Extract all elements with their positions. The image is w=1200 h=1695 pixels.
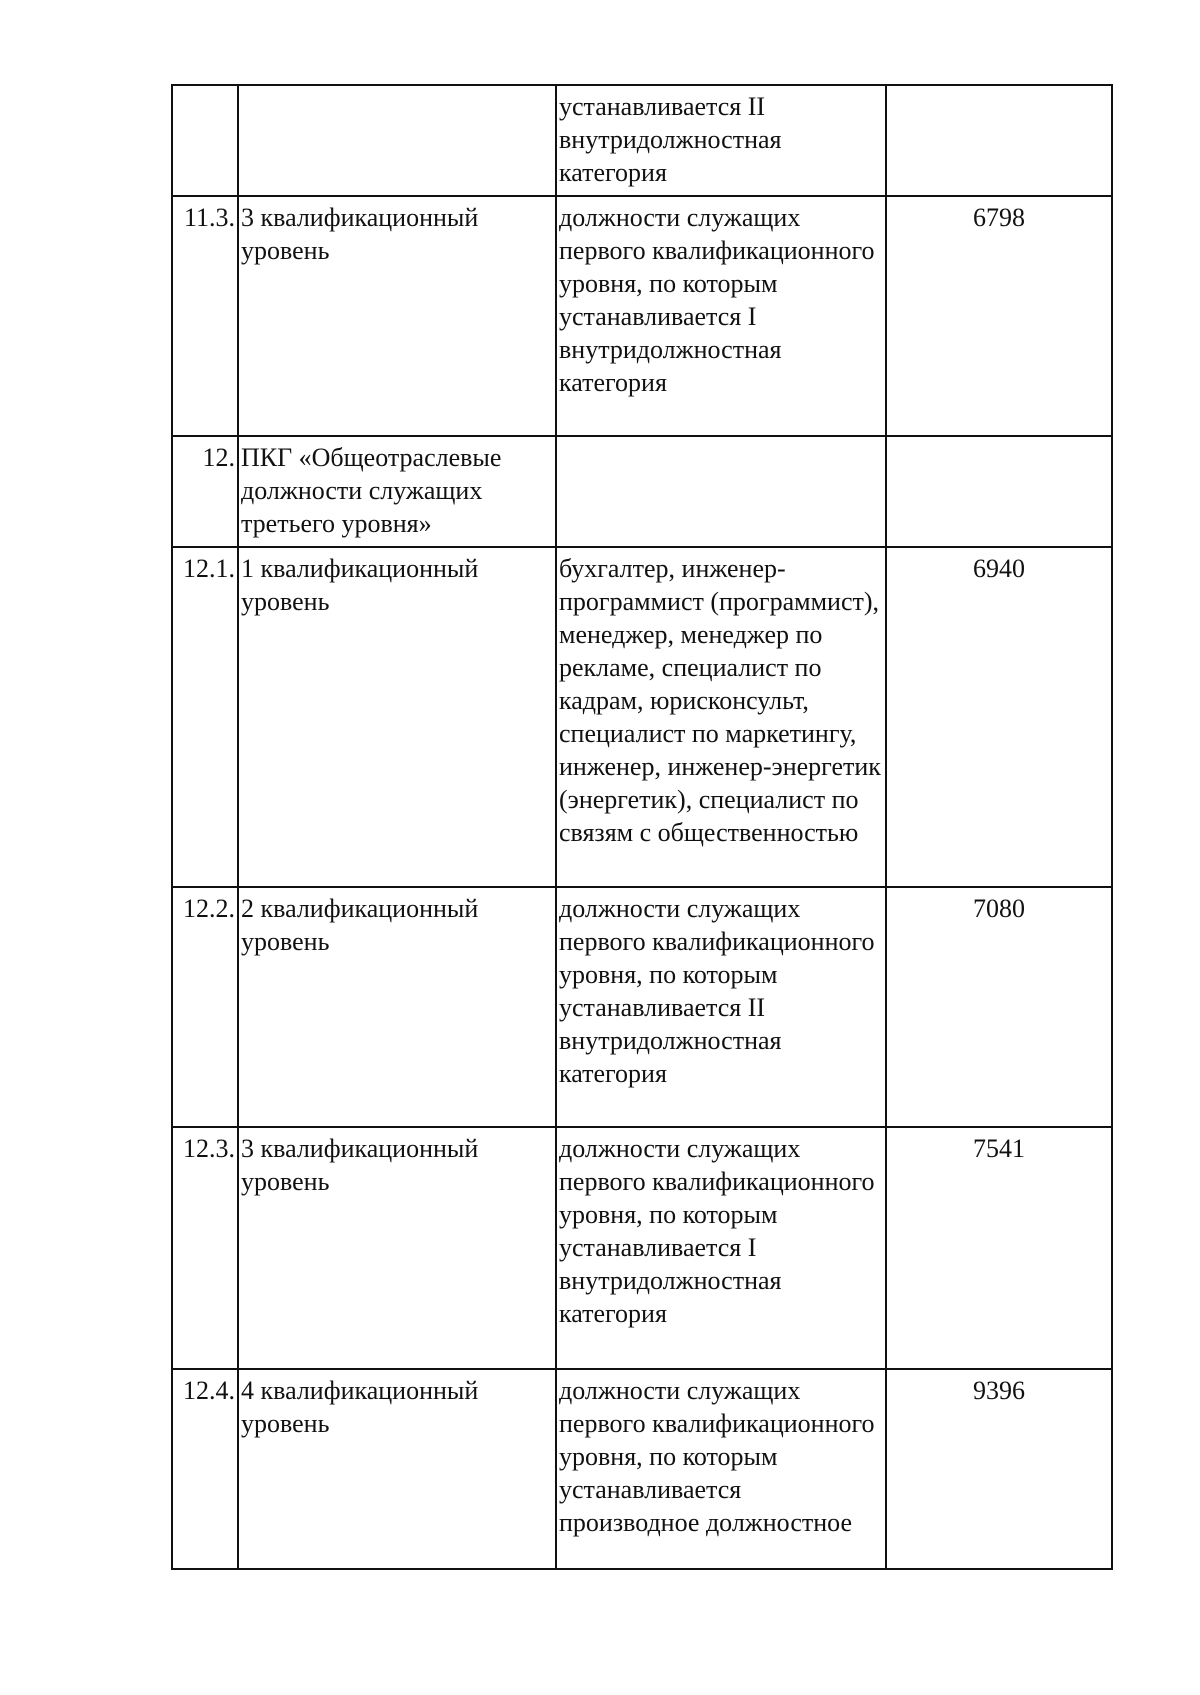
table-row [172, 887, 1112, 1127]
salary-value [886, 436, 1112, 547]
position-description: устанавливается II внутридолжностная категория [556, 85, 886, 196]
qualification-level: 3 квалификационный уровень [238, 196, 556, 436]
salary-value: 7541 [886, 1127, 1112, 1369]
salary-value: 9396 [886, 1369, 1112, 1569]
qualification-group-title: ПКГ «Общеотраслевые должности служащих третьего уровня» [238, 436, 556, 547]
row-number: 11.3. [172, 196, 238, 436]
table-row [172, 196, 1112, 436]
table-row [172, 547, 1112, 887]
salary-value [886, 85, 1112, 196]
row-number: 12.1. [172, 547, 238, 887]
table-row [172, 1369, 1112, 1569]
position-description [556, 436, 886, 547]
row-number: 12.4. [172, 1369, 238, 1569]
position-description: должности служащих первого квалификационного уровня, по которым устанавливается производное должностное [556, 1369, 886, 1569]
position-description: должности служащих первого квалификационного уровня, по которым устанавливается I внутридолжностная категория [556, 1127, 886, 1369]
position-description: должности служащих первого квалификационного уровня, по которым устанавливается II внутридолжностная категория [556, 887, 886, 1127]
qualification-level: 2 квалификационный уровень [238, 887, 556, 1127]
salary-value: 6798 [886, 196, 1112, 436]
row-number [172, 85, 238, 196]
row-number: 12.3. [172, 1127, 238, 1369]
position-description: должности служащих первого квалификационного уровня, по которым устанавливается I внутридолжностная категория [556, 196, 886, 436]
table-row [172, 85, 1112, 196]
table-row [172, 1127, 1112, 1369]
position-description: бухгалтер, инженер-программист (программист), менеджер, менеджер по рекламе, специалист по кадрам, юрисконсульт, специалист по маркетингу, инженер, инженер-энергетик (энергетик), специалист по связям с общественностью [556, 547, 886, 887]
row-number: 12. [172, 436, 238, 547]
row-number: 12.2. [172, 887, 238, 1127]
salary-value: 6940 [886, 547, 1112, 887]
salary-table [171, 84, 1113, 1570]
qualification-level: 1 квалификационный уровень [238, 547, 556, 887]
qualification-level: 3 квалификационный уровень [238, 1127, 556, 1369]
qualification-level: 4 квалификационный уровень [238, 1369, 556, 1569]
salary-value: 7080 [886, 887, 1112, 1127]
table-row [172, 436, 1112, 547]
qualification-level [238, 85, 556, 196]
